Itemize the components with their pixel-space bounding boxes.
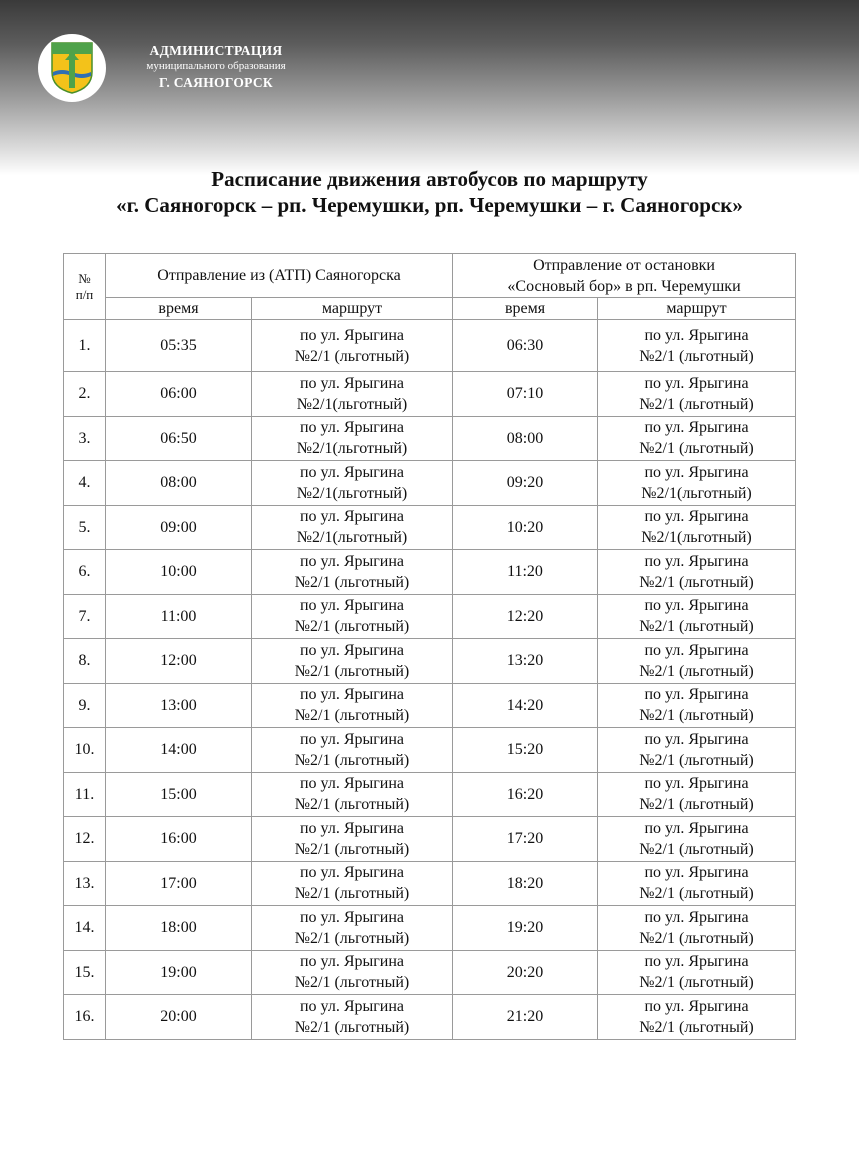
departure-time-cell: 08:00 (106, 461, 252, 506)
route-cell: по ул. Ярыгина №2/1 (льготный) (598, 372, 796, 417)
table-row (64, 728, 796, 773)
route-cell: по ул. Ярыгина №2/1(льготный) (252, 416, 453, 461)
table-subheader-row (64, 298, 796, 320)
table-row (64, 594, 796, 639)
departure-time-cell: 13:00 (106, 683, 252, 728)
departure-time-cell: 15:20 (453, 728, 598, 773)
row-number-cell: 1. (64, 320, 106, 372)
table-row (64, 906, 796, 951)
departure-time-cell: 20:20 (453, 950, 598, 995)
route-cell: по ул. Ярыгина №2/1 (льготный) (598, 728, 796, 773)
route-cell: по ул. Ярыгина №2/1(льготный) (252, 505, 453, 550)
row-number-cell: 14. (64, 906, 106, 951)
departure-time-cell: 19:20 (453, 906, 598, 951)
route-cell: по ул. Ярыгина №2/1 (льготный) (598, 639, 796, 684)
table-row (64, 416, 796, 461)
route-cell: по ул. Ярыгина №2/1 (льготный) (252, 772, 453, 817)
table-row (64, 639, 796, 684)
departure-time-cell: 20:00 (106, 995, 252, 1040)
table-row (64, 817, 796, 862)
departure-time-cell: 14:20 (453, 683, 598, 728)
time-column-header: время (453, 298, 598, 320)
departure-time-cell: 09:00 (106, 505, 252, 550)
route-cell: по ул. Ярыгина №2/1 (льготный) (252, 683, 453, 728)
time-column-header: время (106, 298, 252, 320)
sayanogorsk-coat-of-arms-icon (51, 42, 93, 94)
route-cell: по ул. Ярыгина №2/1 (льготный) (598, 320, 796, 372)
route-cell: по ул. Ярыгина №2/1 (льготный) (598, 772, 796, 817)
admin-subtitle: муниципального образования (146, 60, 286, 72)
route-cell: по ул. Ярыгина №2/1 (льготный) (598, 550, 796, 595)
departure-time-cell: 14:00 (106, 728, 252, 773)
departure-cheremushki-header: Отправление от остановки «Сосновый бор» в рп. Черемушки (453, 254, 796, 298)
route-cell: по ул. Ярыгина №2/1(льготный) (598, 505, 796, 550)
table-row (64, 372, 796, 417)
schedule-table (63, 253, 796, 1040)
table-row (64, 861, 796, 906)
departure-time-cell: 16:00 (106, 817, 252, 862)
row-number-cell: 10. (64, 728, 106, 773)
row-number-cell: 7. (64, 594, 106, 639)
departure-time-cell: 11:00 (106, 594, 252, 639)
departure-time-cell: 16:20 (453, 772, 598, 817)
row-number-cell: 12. (64, 817, 106, 862)
row-number-cell: 5. (64, 505, 106, 550)
route-cell: по ул. Ярыгина №2/1 (льготный) (252, 320, 453, 372)
departure-time-cell: 09:20 (453, 461, 598, 506)
schedule-body (64, 320, 796, 1040)
route-cell: по ул. Ярыгина №2/1(льготный) (252, 372, 453, 417)
route-cell: по ул. Ярыгина №2/1 (льготный) (252, 950, 453, 995)
table-row (64, 320, 796, 372)
departure-time-cell: 15:00 (106, 772, 252, 817)
number-column-header: № п/п (64, 254, 106, 320)
departure-time-cell: 06:00 (106, 372, 252, 417)
departure-time-cell: 05:35 (106, 320, 252, 372)
route-cell: по ул. Ярыгина №2/1(льготный) (598, 461, 796, 506)
row-number-cell: 9. (64, 683, 106, 728)
logo (38, 34, 106, 102)
table-row (64, 683, 796, 728)
table-row (64, 550, 796, 595)
row-number-cell: 13. (64, 861, 106, 906)
row-number-cell: 16. (64, 995, 106, 1040)
departure-time-cell: 18:20 (453, 861, 598, 906)
row-number-cell: 2. (64, 372, 106, 417)
table-row (64, 461, 796, 506)
row-number-cell: 15. (64, 950, 106, 995)
document-title (0, 166, 859, 218)
departure-time-cell: 12:00 (106, 639, 252, 684)
route-cell: по ул. Ярыгина №2/1 (льготный) (598, 683, 796, 728)
admin-heading (118, 42, 314, 91)
route-cell: по ул. Ярыгина №2/1(льготный) (252, 461, 453, 506)
route-cell: по ул. Ярыгина №2/1 (льготный) (598, 950, 796, 995)
route-cell: по ул. Ярыгина №2/1 (льготный) (598, 906, 796, 951)
admin-city: Г. САЯНОГОРСК (159, 75, 273, 90)
route-cell: по ул. Ярыгина №2/1 (льготный) (598, 594, 796, 639)
title-line-2: «г. Саяногорск – рп. Черемушки, рп. Черемушки – г. Саяногорск» (116, 193, 743, 217)
route-cell: по ул. Ярыгина №2/1 (льготный) (252, 817, 453, 862)
row-number-cell: 8. (64, 639, 106, 684)
table-header-row (64, 254, 796, 298)
title-line-1: Расписание движения автобусов по маршруту (211, 167, 648, 191)
departure-time-cell: 10:20 (453, 505, 598, 550)
route-cell: по ул. Ярыгина №2/1 (льготный) (252, 594, 453, 639)
route-cell: по ул. Ярыгина №2/1 (льготный) (252, 550, 453, 595)
departure-time-cell: 18:00 (106, 906, 252, 951)
departure-sayanogorsk-header: Отправление из (АТП) Саяногорска (106, 254, 453, 298)
admin-title: АДМИНИСТРАЦИЯ (149, 43, 283, 58)
route-cell: по ул. Ярыгина №2/1 (льготный) (252, 728, 453, 773)
departure-time-cell: 07:10 (453, 372, 598, 417)
route-cell: по ул. Ярыгина №2/1 (льготный) (252, 995, 453, 1040)
route-cell: по ул. Ярыгина №2/1 (льготный) (598, 416, 796, 461)
departure-time-cell: 19:00 (106, 950, 252, 995)
row-number-cell: 3. (64, 416, 106, 461)
route-cell: по ул. Ярыгина №2/1 (льготный) (598, 995, 796, 1040)
route-cell: по ул. Ярыгина №2/1 (льготный) (598, 861, 796, 906)
departure-time-cell: 06:30 (453, 320, 598, 372)
departure-time-cell: 10:00 (106, 550, 252, 595)
row-number-cell: 4. (64, 461, 106, 506)
route-column-header: маршрут (598, 298, 796, 320)
departure-time-cell: 21:20 (453, 995, 598, 1040)
table-row (64, 772, 796, 817)
row-number-cell: 6. (64, 550, 106, 595)
departure-time-cell: 17:20 (453, 817, 598, 862)
departure-time-cell: 11:20 (453, 550, 598, 595)
route-column-header: маршрут (252, 298, 453, 320)
table-row (64, 995, 796, 1040)
departure-time-cell: 13:20 (453, 639, 598, 684)
row-number-cell: 11. (64, 772, 106, 817)
route-cell: по ул. Ярыгина №2/1 (льготный) (252, 639, 453, 684)
route-cell: по ул. Ярыгина №2/1 (льготный) (252, 906, 453, 951)
departure-time-cell: 08:00 (453, 416, 598, 461)
departure-time-cell: 12:20 (453, 594, 598, 639)
route-cell: по ул. Ярыгина №2/1 (льготный) (252, 861, 453, 906)
table-row (64, 950, 796, 995)
departure-time-cell: 06:50 (106, 416, 252, 461)
table-row (64, 505, 796, 550)
departure-time-cell: 17:00 (106, 861, 252, 906)
route-cell: по ул. Ярыгина №2/1 (льготный) (598, 817, 796, 862)
